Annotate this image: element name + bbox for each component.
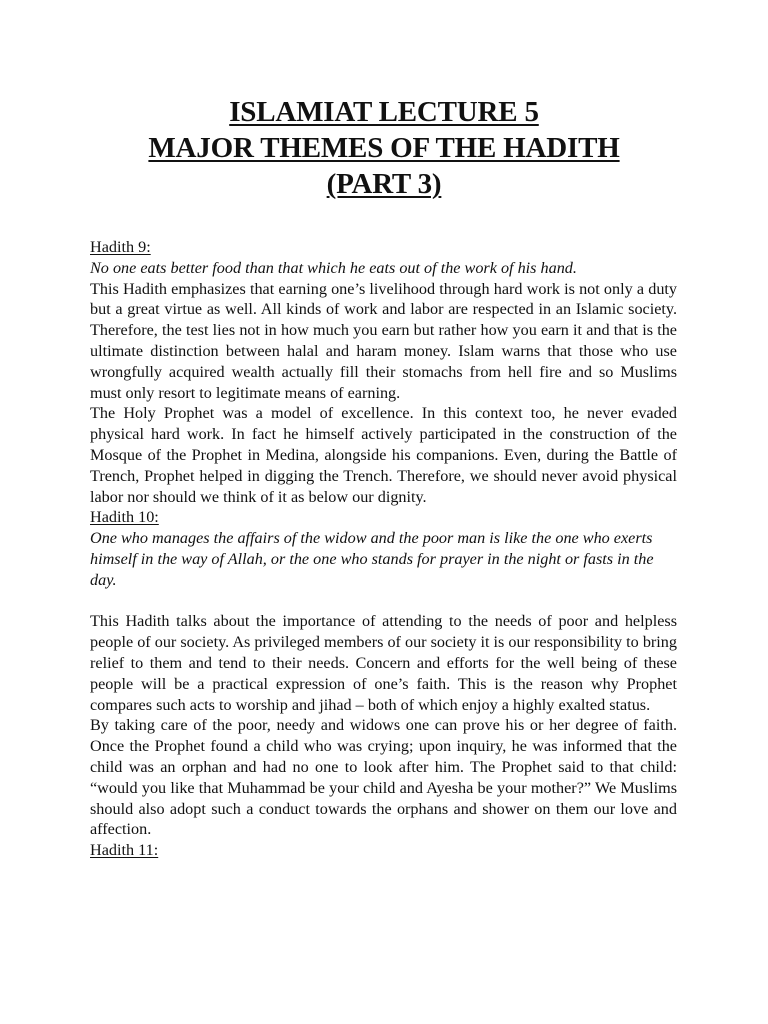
hadith-10-quote: One who manages the affairs of the widow and the poor man is like the one who exerts himself in the way of Allah, or the one who stands for prayer in the night or fasts in the day.: [90, 529, 654, 589]
hadith-9-quote: No one eats better food than that which he eats out of the work of his hand.: [90, 258, 577, 277]
hadith-10-paragraph-1: This Hadith talks about the importance of attending to the needs of poor and helpless people of our society. As privileged members of our society it is our responsibility to bring relief to them and tend to their needs. Concern and efforts for the well being of these people will be a practical expression of one’s faith. This is the reason why Prophet compares such acts to worship and jihad – both of which enjoy a highly exalted status.: [90, 612, 677, 714]
title-line-3: (PART 3): [326, 168, 442, 200]
hadith-9-paragraph-2: The Holy Prophet was a model of excellence. In this context too, he never evaded physical hard work. In fact he himself actively participated in the construction of the Mosque of the Prophet in Medina, alongside his companions. Even, during the Battle of Trench, Prophet helped in digging the Trench. Therefore, we should never avoid physical labor nor should we think of it as below our dignity.: [90, 404, 677, 506]
document-body: [90, 237, 677, 861]
hadith-9-section: [90, 237, 677, 507]
hadith-10-label: Hadith 10:: [90, 508, 159, 527]
paragraph-gap: [90, 591, 677, 612]
hadith-9-paragraph-1: This Hadith emphasizes that earning one’s livelihood through hard work is not only a duty but a great virtue as well. All kinds of work and labor are respected in an Islamic society. Therefore, the test lies not in how much you earn but rather how you earn it and that is the ultimate distinction between halal and haram money. Islam warns that those who use wrongfully acquired wealth actually fill their stomachs from hell fire and so Muslims must only resort to legitimate means of earning.: [90, 279, 677, 402]
hadith-11-section: [90, 840, 677, 861]
title-line-1: ISLAMIAT LECTURE 5: [229, 96, 539, 128]
title-line-2: MAJOR THEMES OF THE HADITH: [148, 132, 620, 164]
hadith-10-paragraph-2: By taking care of the poor, needy and widows one can prove his or her degree of faith. Once the Prophet found a child who was crying; upon inquiry, he was informed that the child was an orphan and had no one to look after him. The Prophet said to that child: “would you like that Muhammad be your child and Ayesha be your mother?” We Muslims should also adopt such a conduct towards the orphans and shower on them our love and affection.: [90, 716, 677, 839]
hadith-11-label: Hadith 11:: [90, 841, 159, 860]
document-title: [0, 94, 768, 202]
hadith-10-section: [90, 507, 677, 840]
hadith-9-label: Hadith 9:: [90, 238, 151, 256]
